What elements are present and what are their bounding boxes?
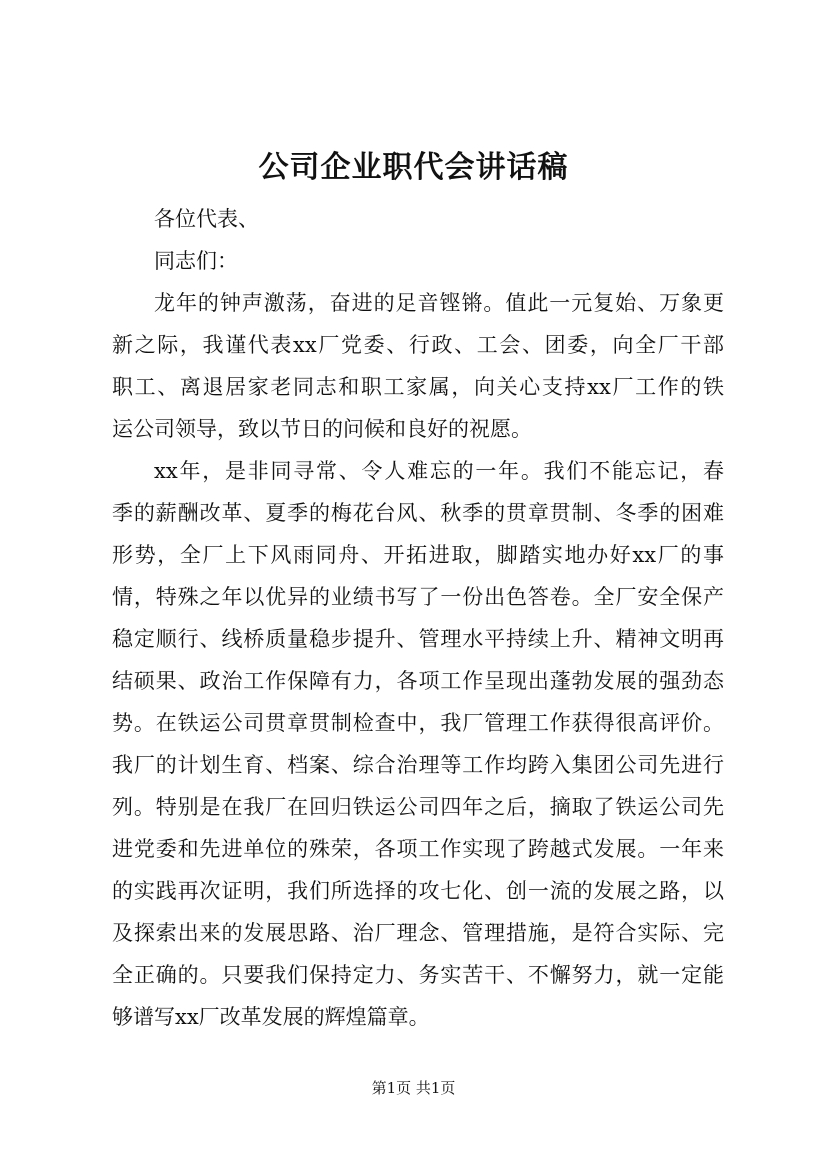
paragraph-line: 龙年的钟声激荡，奋进的足音铿锵。值此一元复始、万象更 xyxy=(154,291,724,315)
document-body xyxy=(112,198,724,1038)
paragraph-line: 进党委和先进单位的殊荣，各项工作实现了跨越式发展。一年来 xyxy=(112,837,724,861)
paragraph-line: 职工、离退居家老同志和职工家属，向关心支持xx厂工作的铁 xyxy=(112,375,724,399)
paragraph-line: 新之际，我谨代表xx厂党委、行政、工会、团委，向全厂干部 xyxy=(112,333,724,357)
greeting-line: 各位代表、 xyxy=(154,207,259,231)
paragraph-line: 季的薪酬改革、夏季的梅花台风、秋季的贯章贯制、冬季的困难 xyxy=(112,501,724,525)
paragraph-line: 运公司领导，致以节日的问候和良好的祝愿。 xyxy=(112,417,532,441)
paragraph-line: 结硕果、政治工作保障有力，各项工作呈现出蓬勃发展的强劲态 xyxy=(112,669,724,693)
paragraph xyxy=(112,450,724,1038)
paragraph-line: 稳定顺行、线桥质量稳步提升、管理水平持续上升、精神文明再 xyxy=(112,627,724,651)
greeting-line: 同志们： xyxy=(154,249,238,273)
paragraph-line: 的实践再次证明，我们所选择的攻七化、创一流的发展之路，以 xyxy=(112,879,724,903)
paragraph-line: 及探索出来的发展思路、治厂理念、管理措施，是符合实际、完 xyxy=(112,921,724,945)
paragraph-line: 全正确的。只要我们保持定力、务实苦干、不懈努力，就一定能 xyxy=(112,963,724,987)
paragraph-line: 势。在铁运公司贯章贯制检查中，我厂管理工作获得很高评价。 xyxy=(112,711,724,735)
paragraph-line: 列。特别是在我厂在回归铁运公司四年之后，摘取了铁运公司先 xyxy=(112,795,724,819)
paragraph xyxy=(112,282,724,450)
paragraph-line: 够谱写xx厂改革发展的辉煌篇章。 xyxy=(112,1005,430,1029)
paragraph-line: 情，特殊之年以优异的业绩书写了一份出色答卷。全厂安全保产 xyxy=(112,585,724,609)
document-title: 公司企业职代会讲话稿 xyxy=(258,150,569,185)
paragraph-line: 形势，全厂上下风雨同舟、开拓进取，脚踏实地办好xx厂的事 xyxy=(112,543,724,567)
paragraph-line: 我厂的计划生育、档案、综合治理等工作均跨入集团公司先进行 xyxy=(112,753,724,777)
paragraph-line: xx年，是非同寻常、令人难忘的一年。我们不能忘记，春 xyxy=(154,459,724,483)
page-footer: 第1页 共1页 xyxy=(371,1079,456,1097)
